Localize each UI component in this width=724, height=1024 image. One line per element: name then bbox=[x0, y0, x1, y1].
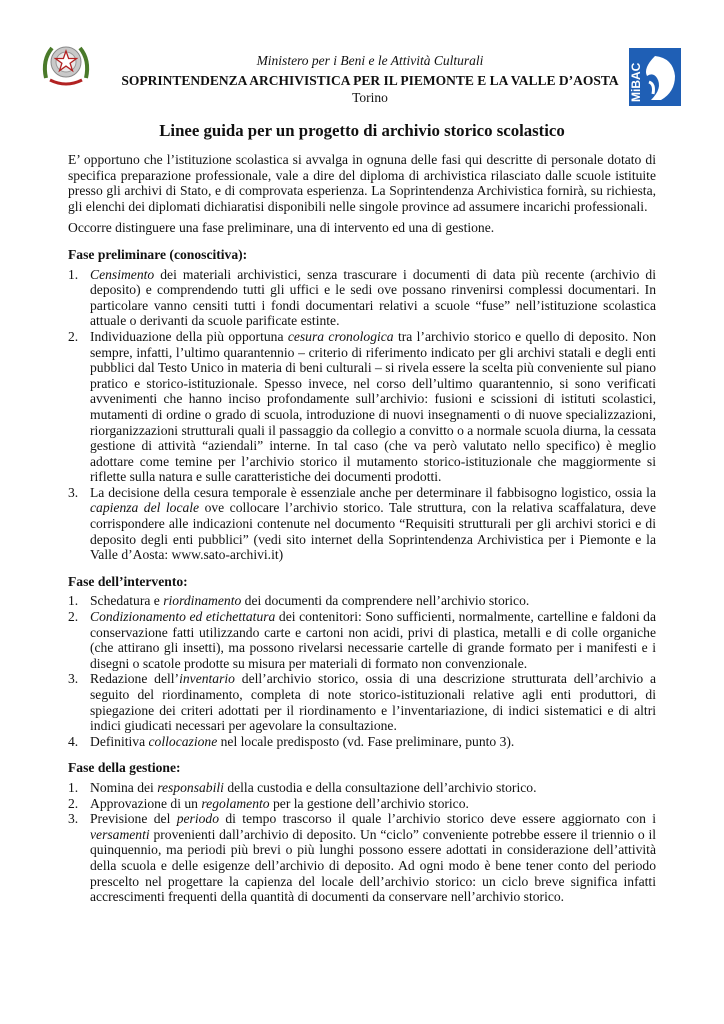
item-emphasis: cesura cronologica bbox=[287, 328, 394, 344]
list-item bbox=[68, 267, 656, 329]
item-text: Definitiva bbox=[90, 733, 149, 749]
item-text: nel locale predisposto (vd. Fase preliminare, punto 3). bbox=[217, 733, 515, 749]
section-list bbox=[68, 593, 656, 749]
ministry-name: Ministero per i Beni e le Attività Culturali bbox=[256, 53, 484, 68]
item-text: Individuazione della più opportuna bbox=[90, 328, 288, 344]
item-text: provenienti dall’archivio di deposito. Un “ciclo” conveniente potrebbe essere il triennio o il quinquennio, ma periodi più brevi o più lunghi possono essere adottati in considerazione dell’attività della scuola e delle esigenze dell’archivio di deposito. Ad ogni modo è bene tener conto del periodo prescelto nel progettare la capienza del locale dell’archivio storico: un ciclo breve significa infatti accrescimenti frequenti della quantità di documenti da conservare nell’archivio storico. bbox=[90, 826, 656, 905]
item-text: per la gestione dell’archivio storico. bbox=[269, 795, 469, 811]
item-number: 3. bbox=[68, 811, 79, 827]
item-number: 3. bbox=[68, 484, 79, 500]
item-number: 1. bbox=[68, 266, 79, 282]
document-body bbox=[68, 152, 656, 905]
item-number: 2. bbox=[68, 328, 79, 344]
list-item bbox=[68, 671, 656, 733]
mibac-logo bbox=[629, 48, 681, 106]
list-item bbox=[68, 811, 656, 905]
list-item bbox=[68, 796, 656, 812]
item-emphasis: inventario bbox=[179, 671, 235, 687]
item-text: della custodia e della consultazione dell’archivio storico. bbox=[223, 779, 537, 795]
mibac-logo-text: MiBAC bbox=[629, 62, 643, 102]
list-item bbox=[68, 734, 656, 750]
item-number: 3. bbox=[68, 671, 79, 687]
item-number: 1. bbox=[68, 779, 79, 795]
list-item bbox=[68, 593, 656, 609]
section-heading: Fase dell’intervento: bbox=[68, 573, 188, 589]
item-text: Approvazione di un bbox=[90, 795, 202, 811]
item-text: Schedatura e bbox=[90, 593, 164, 609]
item-emphasis: riordinamento bbox=[163, 593, 242, 609]
city-name: Torino bbox=[352, 90, 388, 105]
item-emphasis: periodo bbox=[176, 811, 219, 827]
document-title: Linee guida per un progetto di archivio storico scolastico bbox=[159, 121, 565, 140]
list-item bbox=[68, 329, 656, 485]
item-emphasis: Censimento bbox=[90, 266, 155, 282]
item-emphasis: Condizionamento ed etichettatura bbox=[90, 609, 276, 625]
item-number: 2. bbox=[68, 609, 79, 625]
item-text: Nomina dei bbox=[90, 779, 158, 795]
item-number: 2. bbox=[68, 795, 79, 811]
item-emphasis: versamenti bbox=[90, 826, 150, 842]
republic-emblem-icon bbox=[38, 38, 94, 90]
section-list bbox=[68, 780, 656, 905]
intro-paragraph: E’ opportuno che l’istituzione scolastica si avvalga in ognuna delle fasi qui descritte di personale dotato di specifica preparazione professionale, vale a dire del diploma di archivistica rilasciato dalle scuole istituite presso gli archivi di Stato, e di comprovata esperienza. La Soprintendenza Archivistica fornirà, su richiesta, gli elenchi dei diplomati dichiaratisi disponibili nelle singole province ad assumere incarichi professionali. bbox=[68, 152, 656, 214]
list-item bbox=[68, 609, 656, 671]
item-text: di tempo trascorso il quale l’archivio storico deve essere aggiornato con i bbox=[219, 811, 657, 827]
item-number: 4. bbox=[68, 733, 79, 749]
item-text: dell’archivio storico, ossia di una descrizione strutturata dell’archivio a seguito del riordinamento, completa di note storico-istituzionali relative agli enti produttori, di spiegazione dei criteri adottati per il riordinamento e l’inventariazione, di indici sistematici e di altri indici giudicati necessari per agevolare la consultazione. bbox=[90, 671, 656, 734]
item-number: 1. bbox=[68, 593, 79, 609]
item-emphasis: collocazione bbox=[148, 733, 218, 749]
intro-paragraph: Occorre distinguere una fase preliminare, una di intervento ed una di gestione. bbox=[68, 220, 495, 236]
item-text: dei documenti da comprendere nell’archivio storico. bbox=[241, 593, 530, 609]
list-item bbox=[68, 780, 656, 796]
item-emphasis: capienza del locale bbox=[90, 500, 200, 516]
item-text: La decisione della cesura temporale è essenziale anche per determinare il fabbisogno logistico, ossia la bbox=[90, 484, 656, 500]
item-text: ove collocare l’archivio storico. Tale struttura, con la relativa scaffalatura, deve corrispondere alle indicazioni contenute nel documento “Requisiti strutturali per gli archivi storici e di deposito degli enti pubblici” (vedi sito internet della Soprintendenza Archivistica per i Piemonte e la Valle d’Aosta: www.sato-archivi.it) bbox=[90, 500, 656, 563]
list-item bbox=[68, 485, 656, 563]
item-emphasis: regolamento bbox=[201, 795, 270, 811]
letterhead bbox=[110, 52, 630, 106]
item-text: dei contenitori: Sono sufficienti, normalmente, cartelline e faldoni da conservazione fatti utilizzando carte e cartoni non acidi, privi di plastica, metalli e di colle organiche (che attirano gli insetti), ma possono rivelarsi necessarie cartelle di grande formato per i manifesti e i disegni o scatole prodotte su misura per materiali di formato non convenzionale. bbox=[90, 609, 656, 671]
item-text: Redazione dell’ bbox=[90, 671, 180, 687]
item-text: Previsione del bbox=[90, 811, 177, 827]
item-emphasis: responsabili bbox=[157, 779, 224, 795]
item-text: dei materiali archivistici, senza trascurare i documenti di data più recente (archivio di deposito) e comprendendo tutti gli uffici e le sedi ove possano rinvenirsi complessi documentari. In particolare vanno censiti tutti i fondi documentari relativi a scuole “fuse” nell’istituzione scolastica attuale o derivanti da scuole parificate estinte. bbox=[90, 266, 656, 329]
section-heading: Fase preliminare (conoscitiva): bbox=[68, 246, 248, 262]
section-list bbox=[68, 267, 656, 563]
soprintendenza-name: SOPRINTENDENZA ARCHIVISTICA PER IL PIEMONTE E LA VALLE D’AOSTA bbox=[121, 73, 619, 88]
item-text: tra l’archivio storico e quello di deposito. Non sempre, infatti, l’ultimo quarantennio – criterio di riferimento indicato per gli archivi statali e degli enti pubblici dal Testo Unico in materia di beni culturali – si rivela essere la scelta più conveniente sul piano pratico e storico-istituzionale. Spesso invece, nel corso dell’ultimo quarantennio, si sono verificati avvenimenti che hanno inciso profondamente sull’archivio: fusioni e scissioni di istituti scolastici, mutamenti di ordine o grado di scuola, introduzione di nuovi insegnamenti o di nuove specializzazioni, riorganizzazioni strutturali quali il passaggio da collegio a convitto o a normale scuola diurna, la cessata gestione di attività “aziendali” interne. In tal caso (che va però valutato nello specifico) è meglio adottare come temine per l’archivio storico il mutamento storico-istituzionale che maggiormente si riflette sulla natura e sulle caratteristiche dei documenti prodotti. bbox=[90, 328, 656, 485]
section-heading: Fase della gestione: bbox=[68, 760, 181, 776]
